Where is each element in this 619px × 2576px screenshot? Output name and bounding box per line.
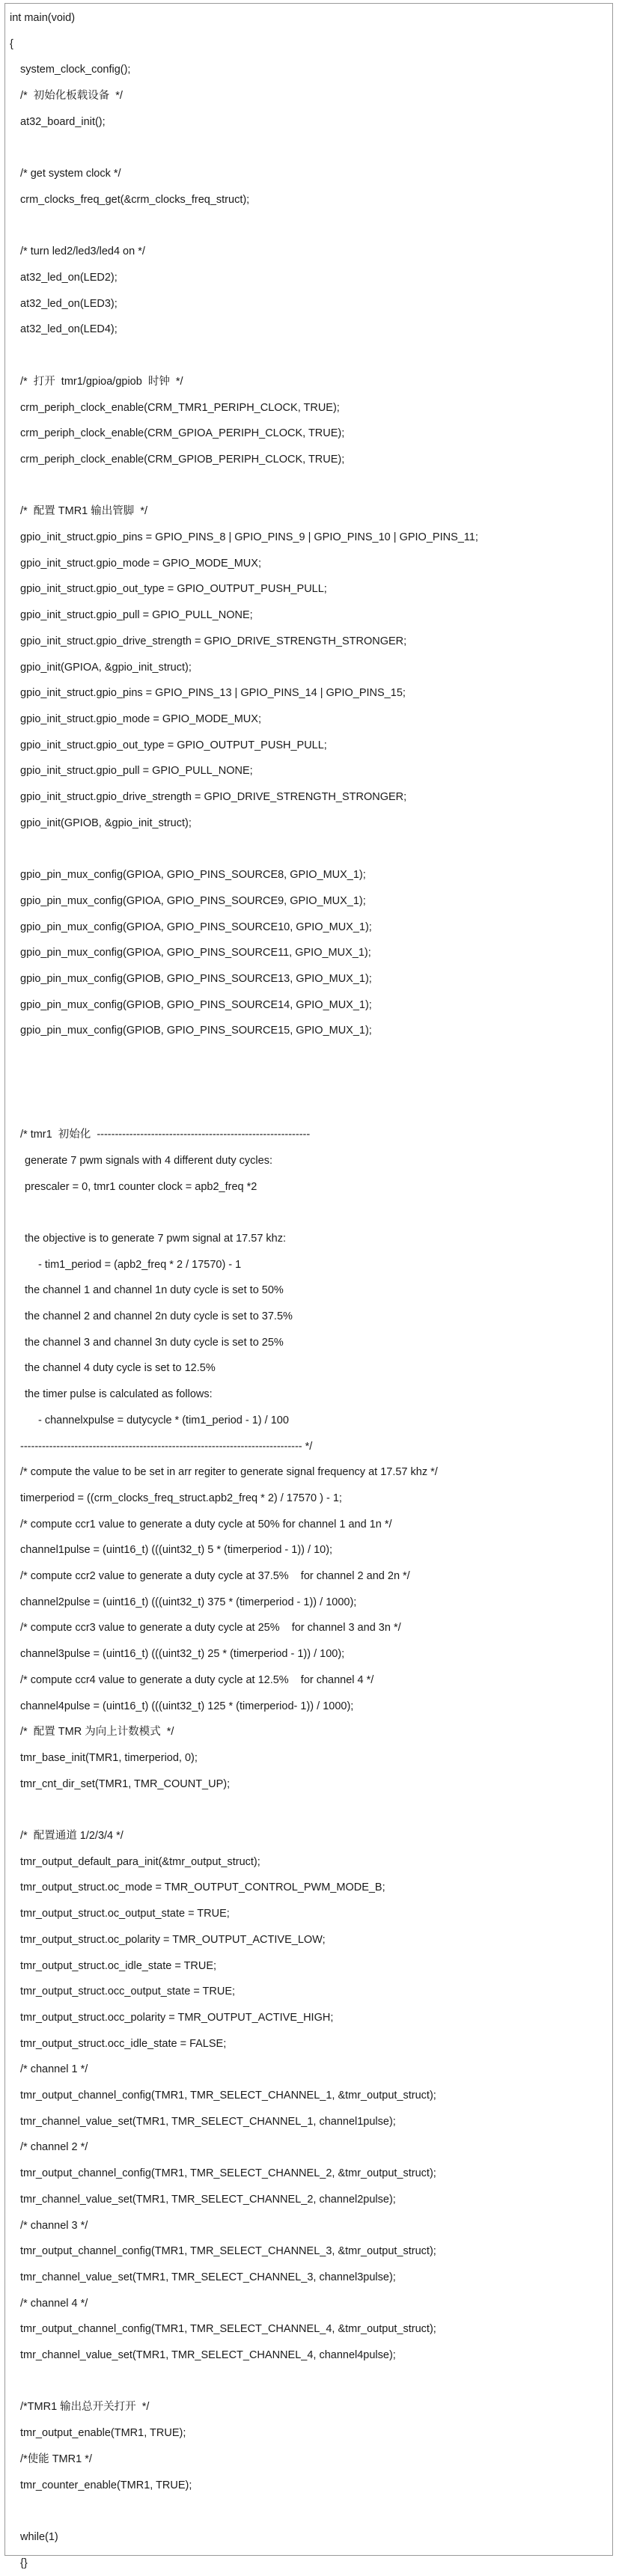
code-line: system_clock_config(); [20,64,131,76]
code-line: at32_led_on(LED4); [20,323,118,336]
code-line: tmr_counter_enable(TMR1, TRUE); [20,2479,192,2491]
code-line: the channel 1 and channel 1n duty cycle is set to 50% [25,1284,284,1297]
code-line: generate 7 pwm signals with 4 different duty cycles: [25,1154,272,1167]
code-line: gpio_init_struct.gpio_drive_strength = GPIO_DRIVE_STRENGTH_STRONGER; [20,635,407,647]
code-line: crm_periph_clock_enable(CRM_GPIOB_PERIPH_CLOCK, TRUE); [20,453,345,466]
code-line: channel2pulse = (uint16_t) (((uint32_t) 375 * (timerperiod - 1)) / 1000); [20,1596,357,1608]
code-line [5,2498,612,2524]
code-line: tmr_output_channel_config(TMR1, TMR_SELECT_CHANNEL_2, &tmr_output_struct); [20,2167,436,2180]
code-line: channel3pulse = (uint16_t) (((uint32_t) 25 * (timerperiod - 1)) / 100); [20,1648,345,1661]
code-line [5,213,612,239]
code-line: the objective is to generate 7 pwm signal at 17.57 khz: [25,1232,287,1245]
code-line: crm_periph_clock_enable(CRM_TMR1_PERIPH_CLOCK, TRUE); [20,401,340,414]
code-line: /* channel 2 */ [20,2141,88,2154]
code-line: gpio_pin_mux_config(GPIOA, GPIO_PINS_SOURCE8, GPIO_MUX_1); [20,869,366,882]
code-line: at32_led_on(LED2); [20,272,118,284]
code-line: tmr_output_channel_config(TMR1, TMR_SELECT_CHANNEL_4, &tmr_output_struct); [20,2323,436,2336]
code-line: /* 打开 tmr1/gpioa/gpiob 时钟 */ [20,375,183,388]
code-line: gpio_init_struct.gpio_out_type = GPIO_OUTPUT_PUSH_PULL; [20,583,327,596]
code-line: { [10,37,13,50]
code-line: gpio_init_struct.gpio_pull = GPIO_PULL_NONE; [20,609,253,622]
code-line: /* get system clock */ [20,168,121,180]
code-line: /* compute ccr1 value to generate a duty cycle at 50% for channel 1 and 1n */ [20,1518,392,1530]
code-line: tmr_output_struct.oc_mode = TMR_OUTPUT_CONTROL_PWM_MODE_B; [20,1881,385,1894]
code-line: /* compute ccr3 value to generate a duty cycle at 25% for channel 3 and 3n */ [20,1622,401,1635]
code-line: channel4pulse = (uint16_t) (((uint32_t) 125 * (timerperiod- 1)) / 1000); [20,1700,354,1712]
code-line: gpio_init_struct.gpio_pins = GPIO_PINS_8 | GPIO_PINS_9 | GPIO_PINS_10 | GPIO_PINS_11; [20,531,478,543]
code-line: at32_board_init(); [20,115,106,128]
code-line: tmr_channel_value_set(TMR1, TMR_SELECT_CHANNEL_3, channel3pulse); [20,2271,396,2283]
code-line [5,1096,612,1121]
code-line: the channel 2 and channel 2n duty cycle is set to 37.5% [25,1310,293,1322]
code-line: tmr_channel_value_set(TMR1, TMR_SELECT_CHANNEL_1, channel1pulse); [20,2115,396,2128]
code-line: /* 配置 TMR1 输出管脚 */ [20,505,147,518]
code-line: /*TMR1 输出总开关打开 */ [20,2401,150,2414]
code-line: tmr_output_channel_config(TMR1, TMR_SELECT_CHANNEL_1, &tmr_output_struct); [20,2090,436,2102]
code-line [5,836,612,861]
code-line: crm_periph_clock_enable(CRM_GPIOA_PERIPH_CLOCK, TRUE); [20,427,345,440]
code-line: tmr_output_channel_config(TMR1, TMR_SELECT_CHANNEL_3, &tmr_output_struct); [20,2245,436,2258]
code-listing-frame [4,3,613,2569]
code-line: /* compute the value to be set in arr regiter to generate signal frequency at 17.57 khz */ [20,1466,438,1479]
code-line: gpio_pin_mux_config(GPIOA, GPIO_PINS_SOURCE10, GPIO_MUX_1); [20,921,372,933]
code-line: channel1pulse = (uint16_t) (((uint32_t) 5 * (timerperiod - 1)) / 10); [20,1544,333,1557]
code-line: - channelxpulse = dutycycle * (tim1_period - 1) / 100 [38,1414,289,1426]
code-line [5,2369,612,2394]
code-line: gpio_init_struct.gpio_pins = GPIO_PINS_13 | GPIO_PINS_14 | GPIO_PINS_15; [20,687,406,700]
code-line: gpio_init_struct.gpio_drive_strength = GPIO_DRIVE_STRENGTH_STRONGER; [20,791,407,803]
code-line: tmr_output_struct.occ_polarity = TMR_OUTPUT_ACTIVE_HIGH; [20,2011,334,2024]
code-line: /* 初始化板载设备 */ [20,90,123,103]
code-line: tmr_cnt_dir_set(TMR1, TMR_COUNT_UP); [20,1777,231,1790]
code-line: gpio_pin_mux_config(GPIOA, GPIO_PINS_SOURCE11, GPIO_MUX_1); [20,947,371,959]
code-line: /* channel 3 */ [20,2219,88,2232]
code-line: gpio_init(GPIOA, &gpio_init_struct); [20,661,192,674]
code-line: tmr_output_struct.occ_output_state = TRUE; [20,1986,236,1998]
code-line: the channel 3 and channel 3n duty cycle is set to 25% [25,1336,284,1349]
code-line [5,1200,612,1225]
code-line: tmr_channel_value_set(TMR1, TMR_SELECT_CHANNEL_2, channel2pulse); [20,2193,396,2206]
code-line: gpio_pin_mux_config(GPIOB, GPIO_PINS_SOURCE13, GPIO_MUX_1); [20,972,372,985]
code-line: tmr_output_struct.oc_idle_state = TRUE; [20,1959,217,1972]
code-line: tmr_output_enable(TMR1, TRUE); [20,2427,186,2440]
code-line [5,473,612,498]
code-line: - tim1_period = (apb2_freq * 2 / 17570) - 1 [38,1258,242,1271]
code-line: /* turn led2/led3/led4 on */ [20,245,145,258]
code-line [5,1797,612,1822]
code-line: gpio_init(GPIOB, &gpio_init_struct); [20,817,192,829]
code-line: prescaler = 0, tmr1 counter clock = apb2_freq *2 [25,1180,257,1193]
code-listing [5,4,612,2569]
code-line: /* compute ccr4 value to generate a duty cycle at 12.5% for channel 4 */ [20,1673,374,1686]
code-line [5,1044,612,1069]
code-line: /* channel 4 */ [20,2297,88,2310]
code-line: gpio_init_struct.gpio_mode = GPIO_MODE_MUX; [20,712,261,725]
code-line: /* compute ccr2 value to generate a duty cycle at 37.5% for channel 2 and 2n */ [20,1570,410,1582]
code-line: crm_clocks_freq_get(&crm_clocks_freq_struct); [20,193,250,206]
code-line: gpio_pin_mux_config(GPIOB, GPIO_PINS_SOURCE15, GPIO_MUX_1); [20,1025,372,1037]
code-line: the timer pulse is calculated as follows: [25,1388,213,1401]
code-line: tmr_base_init(TMR1, timerperiod, 0); [20,1751,198,1764]
code-line: /* tmr1 初始化 ----------------------------------------------------------- [20,1129,311,1141]
code-line: tmr_output_struct.oc_output_state = TRUE; [20,1908,230,1920]
code-line: gpio_init_struct.gpio_out_type = GPIO_OUTPUT_PUSH_PULL; [20,739,327,751]
code-line: tmr_channel_value_set(TMR1, TMR_SELECT_CHANNEL_4, channel4pulse); [20,2349,396,2361]
code-line: /* channel 1 */ [20,2063,88,2076]
code-line: int main(void) [10,12,76,24]
code-line: /* 配置 TMR 为向上计数模式 */ [20,1726,174,1739]
code-line: gpio_init_struct.gpio_pull = GPIO_PULL_NONE; [20,765,253,778]
code-line: gpio_pin_mux_config(GPIOB, GPIO_PINS_SOURCE14, GPIO_MUX_1); [20,998,372,1011]
code-line: tmr_output_struct.occ_idle_state = FALSE; [20,2037,227,2050]
code-line: {} [20,2557,28,2569]
code-line: /* 配置通道 1/2/3/4 */ [20,1830,124,1842]
code-line: timerperiod = ((crm_clocks_freq_struct.apb2_freq * 2) / 17570 ) - 1; [20,1492,342,1504]
code-line: while(1) [20,2530,58,2543]
code-line: ------------------------------------------------------------------------------ */ [20,1440,313,1453]
code-line [5,1070,612,1096]
code-line: at32_led_on(LED3); [20,297,118,310]
code-line: gpio_init_struct.gpio_mode = GPIO_MODE_MUX; [20,557,261,570]
code-line [5,343,612,368]
code-line: tmr_output_struct.oc_polarity = TMR_OUTPUT_ACTIVE_LOW; [20,1933,326,1946]
code-line: /*使能 TMR1 */ [20,2453,92,2465]
code-line: the channel 4 duty cycle is set to 12.5% [25,1362,216,1375]
code-line [5,135,612,161]
code-line: tmr_output_default_para_init(&tmr_output_struct); [20,1855,260,1868]
code-line: gpio_pin_mux_config(GPIOA, GPIO_PINS_SOURCE9, GPIO_MUX_1); [20,894,366,907]
